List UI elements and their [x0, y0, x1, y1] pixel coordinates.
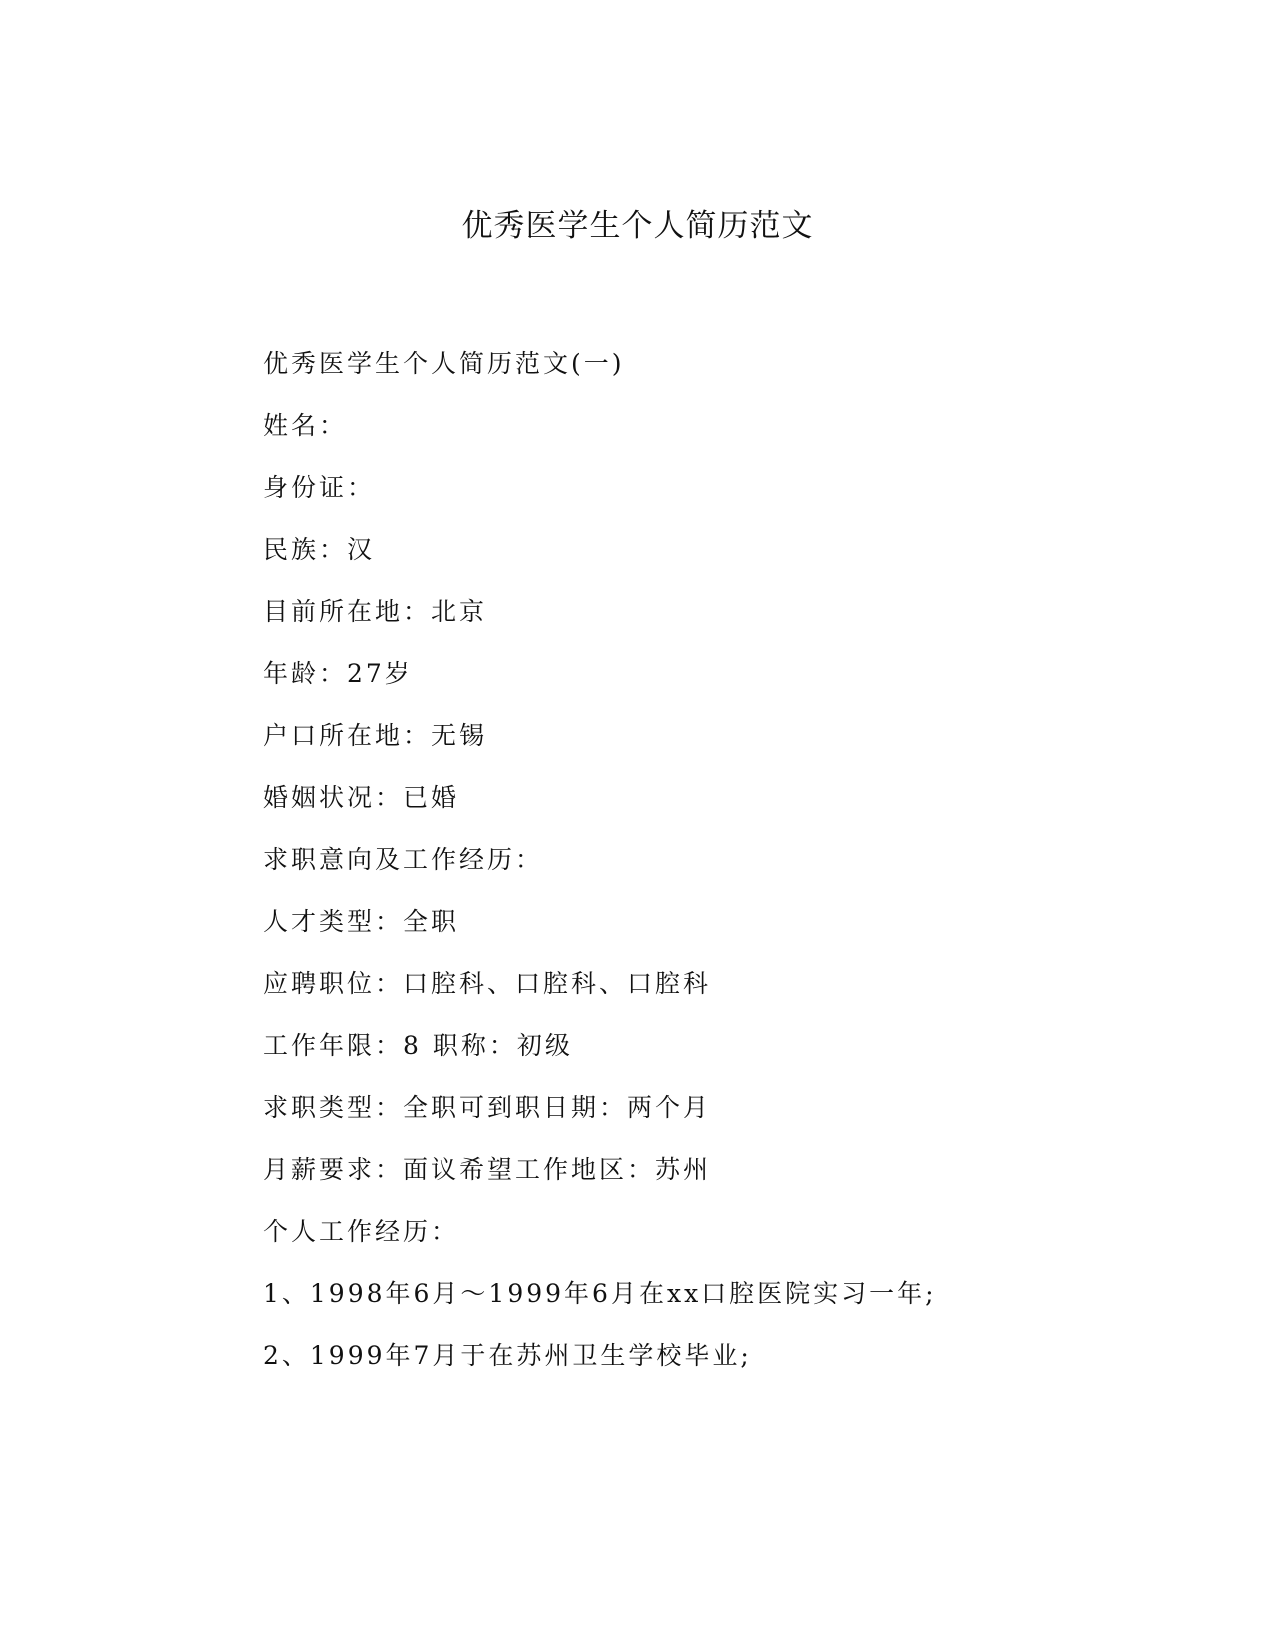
id-card-line: 身份证： — [263, 473, 376, 502]
experience-item-1: 1、1998年6月～1999年6月在xx口腔医院实习一年; — [263, 1279, 937, 1308]
job-intention-heading: 求职意向及工作经历： — [263, 845, 544, 874]
document-title: 优秀医学生个人简历范文 — [461, 208, 814, 244]
age-line: 年龄：27岁 — [263, 659, 413, 688]
household-registration-line: 户口所在地：无锡 — [263, 721, 488, 750]
marital-status-line: 婚姻状况：已婚 — [263, 783, 460, 812]
job-type-line: 求职类型：全职可到职日期：两个月 — [263, 1093, 712, 1122]
document-body — [263, 333, 1023, 1387]
applied-position-line: 应聘职位：口腔科、口腔科、口腔科 — [263, 969, 712, 998]
talent-type-line: 人才类型：全职 — [263, 907, 460, 936]
work-experience-heading: 个人工作经历： — [263, 1217, 460, 1246]
salary-line: 月薪要求：面议希望工作地区：苏州 — [263, 1155, 712, 1184]
current-location-line: 目前所在地：北京 — [263, 597, 488, 626]
experience-item-2: 2、1999年7月于在苏州卫生学校毕业; — [263, 1341, 752, 1370]
ethnicity-line: 民族：汉 — [263, 535, 376, 564]
section-heading: 优秀医学生个人简历范文(一) — [263, 349, 625, 378]
work-years-line: 工作年限：8 职称：初级 — [263, 1031, 573, 1060]
name-line: 姓名： — [263, 411, 348, 440]
